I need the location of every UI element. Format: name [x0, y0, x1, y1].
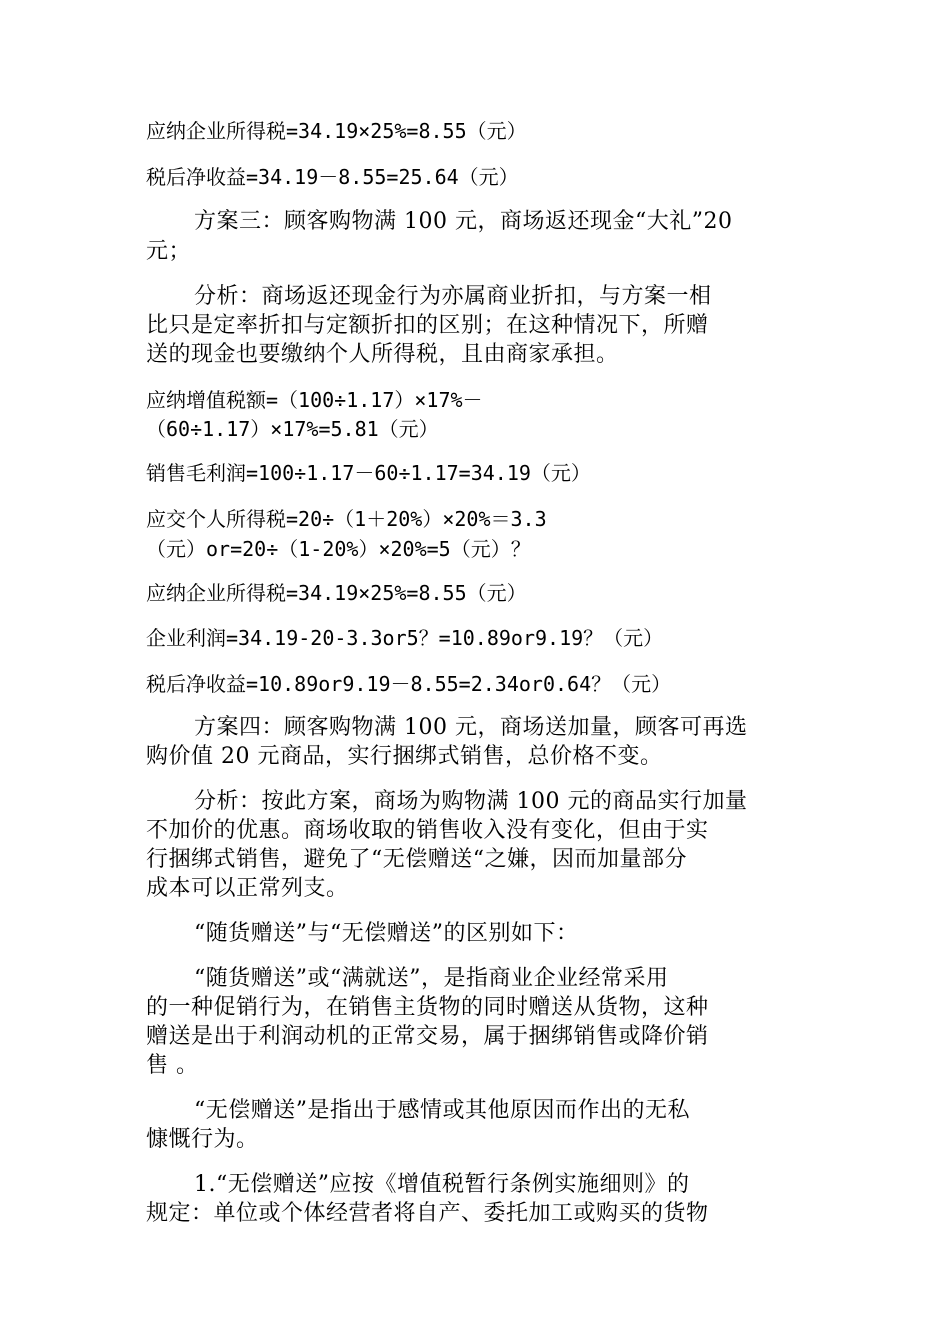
paragraph-line: “随货赠送”与“无偿赠送”的区别如下： [194, 921, 579, 946]
paragraph-line: 方案三：顾客购物满 100 元，商场返还现金“大礼”20 [194, 209, 733, 234]
text-line: 应纳企业所得税=34.19×25%=8.55（元） [146, 581, 527, 605]
paragraph-line: 售 。 [146, 1053, 199, 1078]
paragraph-line: 不加价的优惠。商场收取的销售收入没有变化，但由于实 [146, 818, 709, 843]
text-line: 应纳企业所得税=34.19×25%=8.55（元） [146, 119, 527, 143]
paragraph-line: 分析：商场返还现金行为亦属商业折扣，与方案一相 [194, 284, 712, 309]
paragraph-line: 方案四：顾客购物满 100 元，商场送加量，顾客可再选 [194, 715, 748, 740]
text-line: 销售毛利润=100÷1.17－60÷1.17=34.19（元） [146, 461, 591, 485]
paragraph-line: 送的现金也要缴纳个人所得税，且由商家承担。 [146, 342, 619, 367]
text-line: 企业利润=34.19-20-3.3or5？=10.89or9.19？（元） [146, 626, 664, 650]
text-line: （60÷1.17）×17%=5.81（元） [146, 417, 439, 441]
paragraph-line: 成本可以正常列支。 [146, 876, 349, 901]
paragraph-line: “无偿赠送”是指出于感情或其他原因而作出的无私 [194, 1098, 690, 1123]
paragraph-line: 慷慨行为。 [146, 1127, 259, 1152]
paragraph-line: 赠送是出于利润动机的正常交易，属于捆绑销售或降价销 [146, 1024, 709, 1049]
text-line: （元）or=20÷（1-20%）×20%=5（元）？ [146, 537, 531, 561]
paragraph-line: “随货赠送”或“满就送”，是指商业企业经常采用 [194, 966, 669, 991]
paragraph-line: 行捆绑式销售，避免了“无偿赠送“之嫌，因而加量部分 [146, 847, 687, 872]
paragraph-line: 购价值 20 元商品，实行捆绑式销售，总价格不变。 [146, 744, 663, 769]
paragraph-line: 的一种促销行为，在销售主货物的同时赠送从货物，这种 [146, 995, 709, 1020]
text-line: 税后净收益=34.19－8.55=25.64（元） [146, 165, 519, 189]
text-line: 应交个人所得税=20÷（1＋20%）×20%＝3.3 [146, 507, 547, 531]
paragraph-line: 1.“无偿赠送”应按《增值税暂行条例实施细则》的 [194, 1172, 690, 1197]
paragraph-line: 比只是定率折扣与定额折扣的区别；在这种情况下，所赠 [146, 313, 709, 338]
paragraph-line: 分析：按此方案，商场为购物满 100 元的商品实行加量 [194, 789, 748, 814]
paragraph-line: 元； [146, 239, 192, 264]
text-line: 税后净收益=10.89or9.19－8.55=2.34or0.64？（元） [146, 672, 672, 696]
paragraph-line: 规定：单位或个体经营者将自产、委托加工或购买的货物 [146, 1201, 709, 1226]
text-line: 应纳增值税额=（100÷1.17）×17%－ [146, 388, 483, 412]
